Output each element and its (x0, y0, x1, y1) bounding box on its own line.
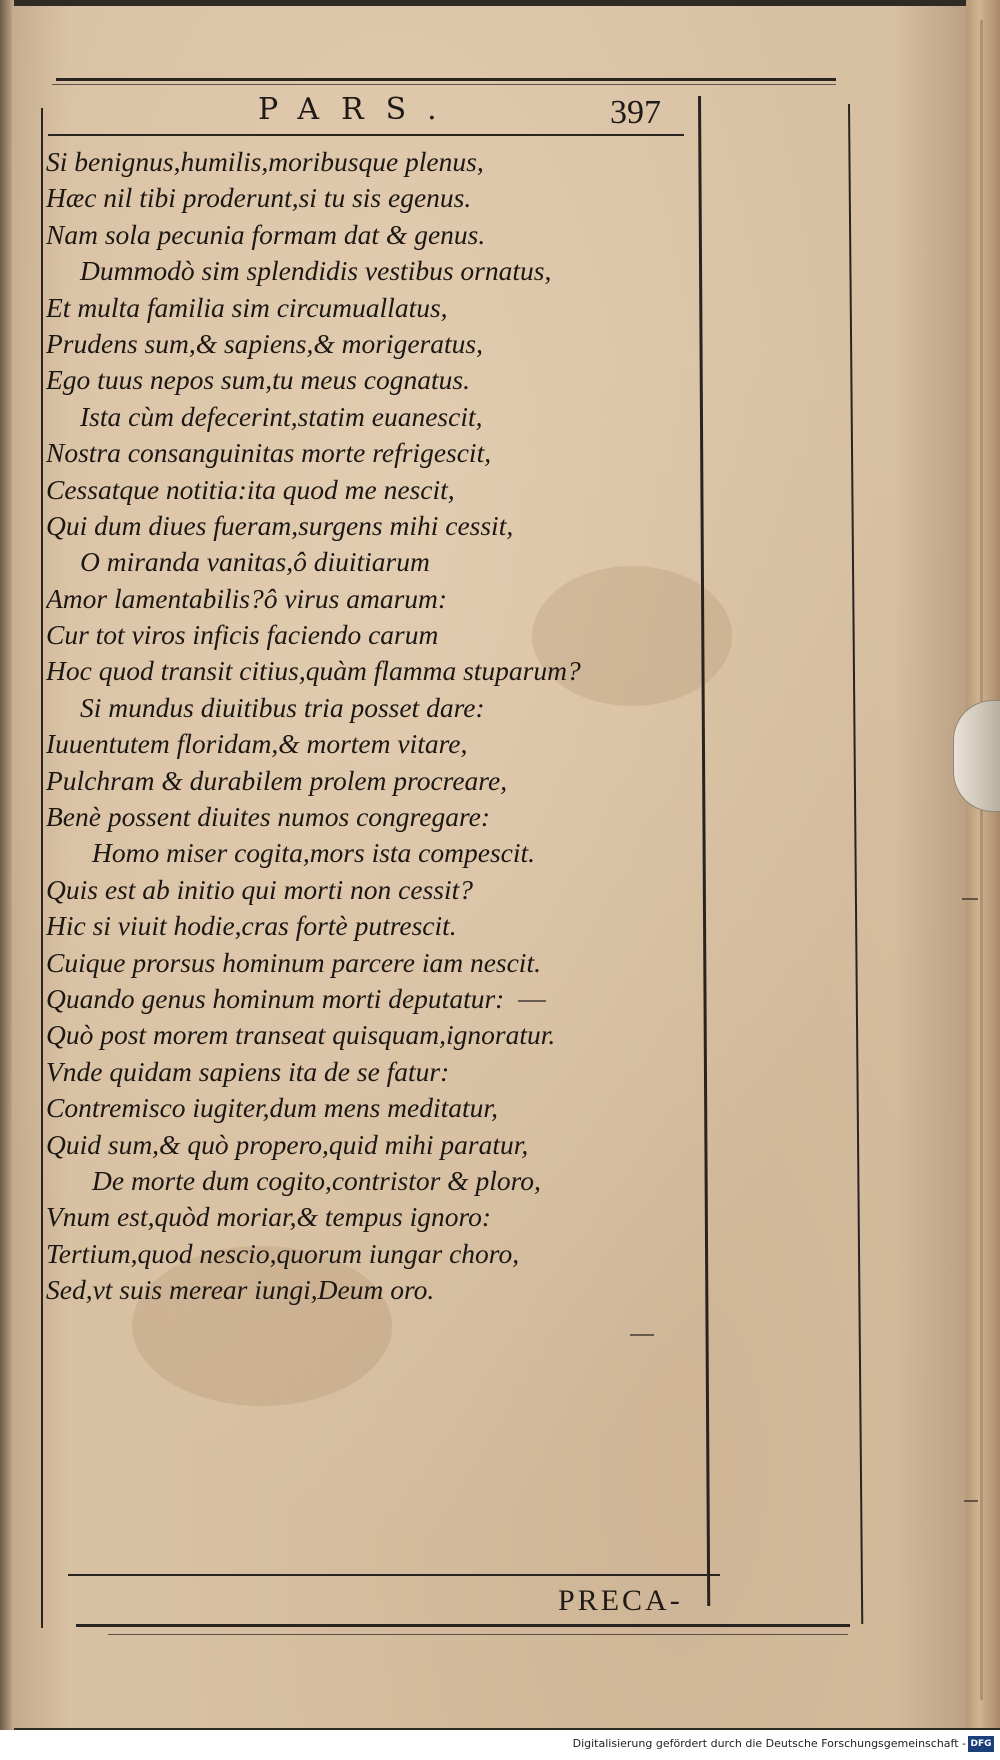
verse-line: Cur tot viros inficis faciendo carum (46, 619, 439, 651)
margin-dash-mark (630, 1334, 654, 1336)
verse-line: Nostra consanguinitas morte refrigescit, (46, 437, 492, 469)
frame-rule-bottom (76, 1624, 850, 1627)
verse-line: Quis est ab initio qui morti non cessit? (46, 873, 474, 905)
margin-dash-mark (518, 1000, 546, 1002)
verse-line: Vnde quidam sapiens ita de se fatur: (46, 1055, 450, 1087)
verse-line: Tertium,quod nescio,quorum iungar choro, (46, 1237, 520, 1269)
frame-rule-top-thin (52, 84, 836, 85)
verse-line: Quò post morem transeat quisquam,ignoratur. (46, 1019, 556, 1051)
header-rule (48, 134, 684, 136)
verse-line: Amor lamentabilis?ô virus amarum: (46, 582, 448, 614)
frame-rule-bottom-thin (108, 1634, 848, 1635)
verse-line: Cuique prorsus hominum parcere iam nescit. (46, 946, 541, 978)
margin-dash-mark (964, 1500, 978, 1502)
page-edge-right (966, 0, 1000, 1728)
verse-line: Quando genus hominum morti deputatur: (46, 982, 505, 1014)
verse-text (46, 144, 686, 1309)
verse-line: Contremisco iugiter,dum mens meditatur, (46, 1092, 498, 1124)
verse-line: Cessatque notitia:ita quod me nescit, (46, 473, 455, 505)
verse-line: Hic si viuit hodie,cras fortè putrescit. (46, 910, 457, 942)
verse-line: Qui dum diues fueram,surgens mihi cessit, (46, 509, 514, 541)
digitization-credit: Digitalisierung gefördert durch die Deutsche Forschungsgemeinschaft - (572, 1737, 966, 1750)
frame-rule-top (56, 78, 836, 81)
catchword: PRECA- (558, 1584, 683, 1617)
page-edge-streak (980, 20, 983, 1700)
verse-line: Vnum est,quòd moriar,& tempus ignoro: (46, 1201, 492, 1233)
verse-line: Quid sum,& quò propero,quid mihi paratur, (46, 1128, 529, 1160)
verse-line: Dummodò sim splendidis vestibus ornatus, (80, 255, 552, 287)
verse-line: Prudens sum,& sapiens,& morigeratus, (46, 327, 483, 359)
verse-line: Nam sola pecunia formam dat & genus. (46, 218, 486, 250)
verse-line: Ista cùm defecerint,statim euanescit, (80, 400, 483, 432)
dfg-logo-icon: DFG (968, 1736, 994, 1752)
footer-rule (68, 1574, 720, 1576)
verse-line: Si mundus diuitibus tria posset dare: (80, 691, 485, 723)
frame-rule-left (41, 108, 43, 1628)
verse-line: Et multa familia sim circumuallatus, (46, 291, 448, 323)
verse-line: Pulchram & durabilem prolem procreare, (46, 764, 508, 796)
verse-line: Hæc nil tibi proderunt,si tu sis egenus. (46, 182, 472, 214)
verse-line: Sed,vt suis merear iungi,Deum oro. (46, 1274, 435, 1306)
page-number: 397 (610, 94, 661, 131)
verse-line: Homo miser cogita,mors ista compescit. (92, 837, 536, 869)
verse-line: De morte dum cogito,contristor & ploro, (92, 1164, 541, 1196)
running-head: PARS. (258, 92, 459, 127)
verse-line: Hoc quod transit citius,quàm flamma stuparum? (46, 655, 581, 687)
book-clip (953, 700, 1000, 812)
verse-line: Iuuentutem floridam,& mortem vitare, (46, 728, 468, 760)
verse-line: O miranda vanitas,ô diuitiarum (80, 546, 430, 578)
margin-dash-mark (962, 898, 978, 900)
verse-line: Si benignus,humilis,moribusque plenus, (46, 146, 484, 177)
verse-line: Ego tuus nepos sum,tu meus cognatus. (46, 364, 470, 396)
verse-line: Benè possent diuites numos congregare: (46, 801, 490, 833)
